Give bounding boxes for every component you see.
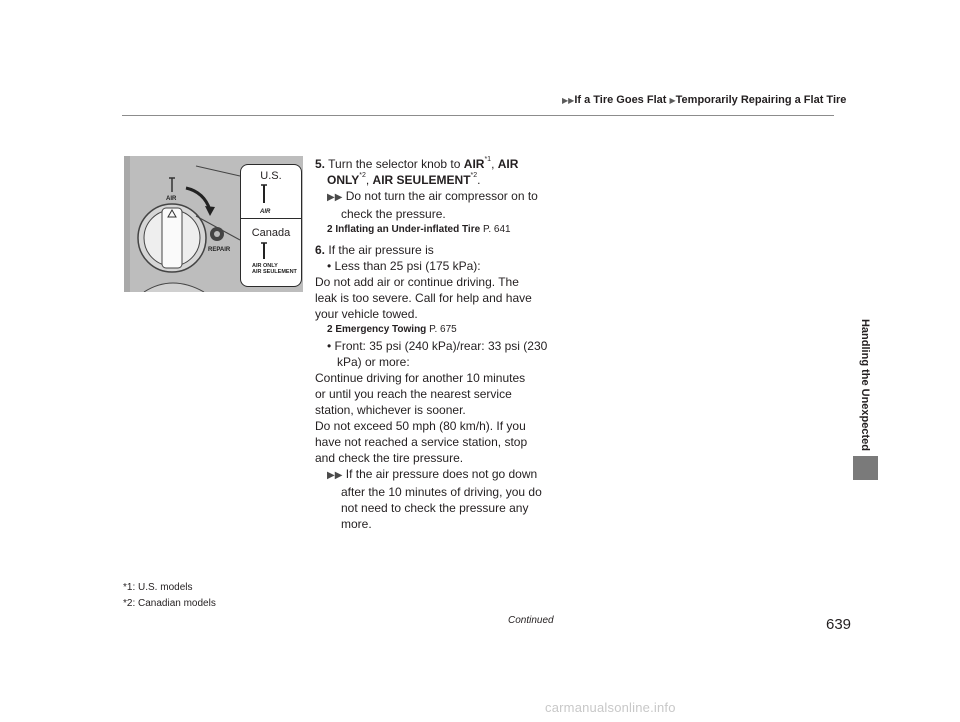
step6-note-l4: more. — [341, 517, 372, 531]
step6-bullet2-cont: kPa) or more: — [337, 355, 410, 369]
instructions — [315, 156, 560, 532]
step6-note-l2: after the 10 minutes of driving, you do — [341, 485, 542, 499]
reference-icon: 2 — [327, 224, 333, 235]
step5-note: ▶▶ Do not turn the air compressor on to — [327, 189, 538, 203]
selector-knob-illustration — [124, 156, 303, 292]
section-tab — [853, 0, 878, 722]
callout-us-label: U.S. — [260, 170, 282, 182]
callout-divider — [241, 218, 301, 219]
section-tab-label: Handling the Unexpected — [859, 318, 872, 452]
reference-icon: 2 — [327, 324, 333, 335]
callout-knob-indicators — [241, 165, 301, 286]
callout-us-air-label: AIR — [260, 209, 271, 215]
step6-b2-l3: station, whichever is sooner. — [315, 403, 466, 417]
callout-canada-label: Canada — [251, 227, 291, 239]
step6-b2-l5: have not reached a service station, stop — [315, 435, 528, 449]
knob-position-callout — [240, 164, 302, 287]
step6-note-l3: not need to check the pressure any — [341, 501, 529, 515]
step6-b1-l2: leak is too severe. Call for help and have — [315, 291, 532, 305]
dial-label-air: AIR — [166, 196, 177, 202]
step6-b1-l3: your vehicle towed. — [315, 307, 418, 321]
step6-b2-l1: Continue driving for another 10 minutes — [315, 371, 526, 385]
note-arrow-icon: ▶▶ — [327, 192, 343, 203]
continued-label: Continued — [508, 615, 554, 626]
section-tab-marker — [853, 456, 878, 480]
step6-b2-l4: Do not exceed 50 mph (80 km/h). If you — [315, 419, 526, 433]
note-arrow-icon: ▶▶ — [327, 470, 343, 481]
footnote-2: *2: Canadian models — [123, 598, 216, 609]
header-divider — [122, 115, 834, 116]
dial-label-repair: REPAIR — [208, 247, 231, 253]
step6-bullet1: • Less than 25 psi (175 kPa): — [327, 259, 481, 273]
step6-b1-l1: Do not add air or continue driving. The — [315, 275, 519, 289]
step5-note-cont: check the pressure. — [341, 207, 446, 221]
step6-reference-link[interactable]: 2 Emergency Towing P. 675 — [327, 324, 457, 335]
step6-bullet2: • Front: 35 psi (240 kPa)/rear: 33 psi (230 — [327, 339, 548, 353]
section-tab-label-wrap — [853, 318, 878, 452]
footnotes — [123, 580, 216, 612]
step5-line1: 5. Turn the selector knob to AIR$^{*1}$, AIR — [315, 156, 519, 171]
step6-note: ▶▶ If the air pressure does not go down — [327, 467, 538, 481]
step6-b2-l6: and check the tire pressure. — [315, 451, 464, 465]
callout-ca-air-seulement-label: AIR SEULEMENT — [252, 269, 297, 275]
breadcrumb-arrow-icon: ▶ — [669, 96, 676, 105]
step6-b2-l2: or until you reach the nearest service — [315, 387, 512, 401]
footnote-1: *1: U.S. models — [123, 582, 193, 593]
step5-line2: ONLY$^{*2}$, AIR SEULEMENT$^{*2}$. — [327, 172, 481, 187]
step6-line1: 6. If the air pressure is — [315, 243, 434, 257]
step5-reference-link[interactable]: 2 Inflating an Under-inflated Tire P. 641 — [327, 224, 511, 235]
watermark: carmanualsonline.info — [545, 700, 676, 715]
breadcrumb-arrow-icon: ▶▶ — [562, 96, 575, 105]
breadcrumb-item: Temporarily Repairing a Flat Tire — [675, 94, 847, 106]
callout-ca-air-only-label: AIR ONLY — [252, 263, 278, 269]
breadcrumb — [562, 94, 846, 106]
page-number: 639 — [826, 616, 852, 633]
breadcrumb-item: If a Tire Goes Flat — [574, 94, 667, 106]
